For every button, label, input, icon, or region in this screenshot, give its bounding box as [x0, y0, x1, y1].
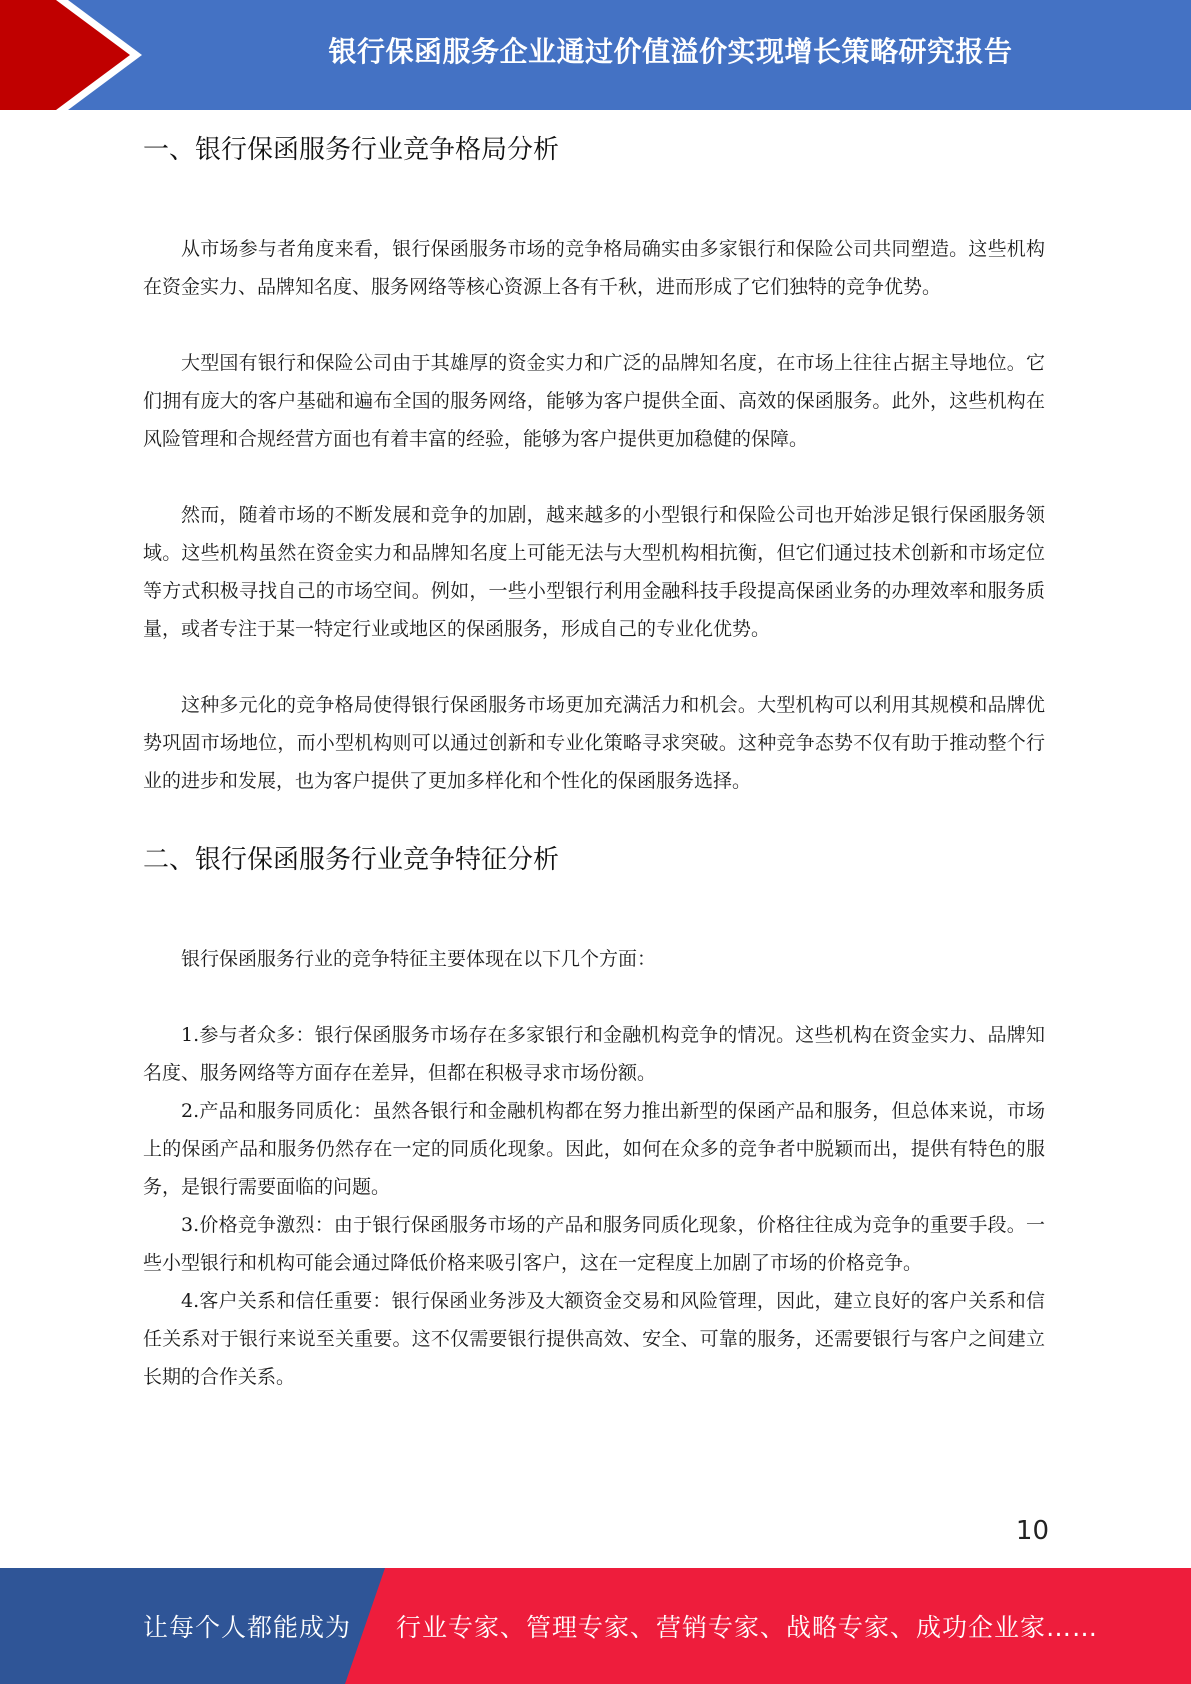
page-header: [0, 0, 1191, 110]
section-heading-2: 二、银行保函服务行业竞争特征分析: [143, 845, 560, 875]
main-content: [143, 128, 1045, 1396]
header-chevron-decoration: [0, 0, 160, 110]
list-item: 3.价格竞争激烈：由于银行保函服务市场的产品和服务同质化现象，价格往往成为竞争的重要手段。一些小型银行和机构可能会通过降低价格来吸引客户，这在一定程度上加剧了市场的价格竞争。: [143, 1214, 1045, 1274]
footer-slogan-right: 行业专家、管理专家、营销专家、战略专家、成功企业家……: [396, 1613, 1099, 1642]
paragraph: 然而，随着市场的不断发展和竞争的加剧，越来越多的小型银行和保险公司也开始涉足银行保函服务领域。这些机构虽然在资金实力和品牌知名度上可能无法与大型机构相抗衡，但它们通过技术创新和市场定位等方式积极寻找自己的市场空间。例如，一些小型银行利用金融科技手段提高保函业务的办理效率和服务质量，或者专注于某一特定行业或地区的保函服务，形成自己的专业化优势。: [143, 504, 1045, 640]
report-title: 银行保函服务企业通过价值溢价实现增长策略研究报告: [328, 35, 1013, 68]
page-footer: [0, 1568, 1191, 1684]
paragraph: 这种多元化的竞争格局使得银行保函服务市场更加充满活力和机会。大型机构可以利用其规模和品牌优势巩固市场地位，而小型机构则可以通过创新和专业化策略寻求突破。这种竞争态势不仅有助于推动整个行业的进步和发展，也为客户提供了更加多样化和个性化的保函服务选择。: [143, 694, 1045, 792]
section-heading-1: 一、银行保函服务行业竞争格局分析: [143, 135, 560, 165]
list-item: 2.产品和服务同质化：虽然各银行和金融机构都在努力推出新型的保函产品和服务，但总体来说，市场上的保函产品和服务仍然存在一定的同质化现象。因此，如何在众多的竞争者中脱颖而出，提供有特色的服务，是银行需要面临的问题。: [143, 1100, 1045, 1198]
section-intro: 银行保函服务行业的竞争特征主要体现在以下几个方面：: [181, 948, 657, 970]
page-number: 10: [1015, 1516, 1049, 1546]
list-item: 4.客户关系和信任重要：银行保函业务涉及大额资金交易和风险管理，因此，建立良好的客户关系和信任关系对于银行来说至关重要。这不仅需要银行提供高效、安全、可靠的服务，还需要银行与客户之间建立长期的合作关系。: [143, 1290, 1045, 1388]
list-item: 1.参与者众多：银行保函服务市场存在多家银行和金融机构竞争的情况。这些机构在资金实力、品牌知名度、服务网络等方面存在差异，但都在积极寻求市场份额。: [143, 1024, 1045, 1084]
paragraph: 大型国有银行和保险公司由于其雄厚的资金实力和广泛的品牌知名度，在市场上往往占据主导地位。它们拥有庞大的客户基础和遍布全国的服务网络，能够为客户提供全面、高效的保函服务。此外，这些机构在风险管理和合规经营方面也有着丰富的经验，能够为客户提供更加稳健的保障。: [143, 352, 1045, 450]
paragraph: 从市场参与者角度来看，银行保函服务市场的竞争格局确实由多家银行和保险公司共同塑造。这些机构在资金实力、品牌知名度、服务网络等核心资源上各有千秋，进而形成了它们独特的竞争优势。: [143, 238, 1045, 298]
footer-slogan-left: 让每个人都能成为: [143, 1613, 352, 1642]
